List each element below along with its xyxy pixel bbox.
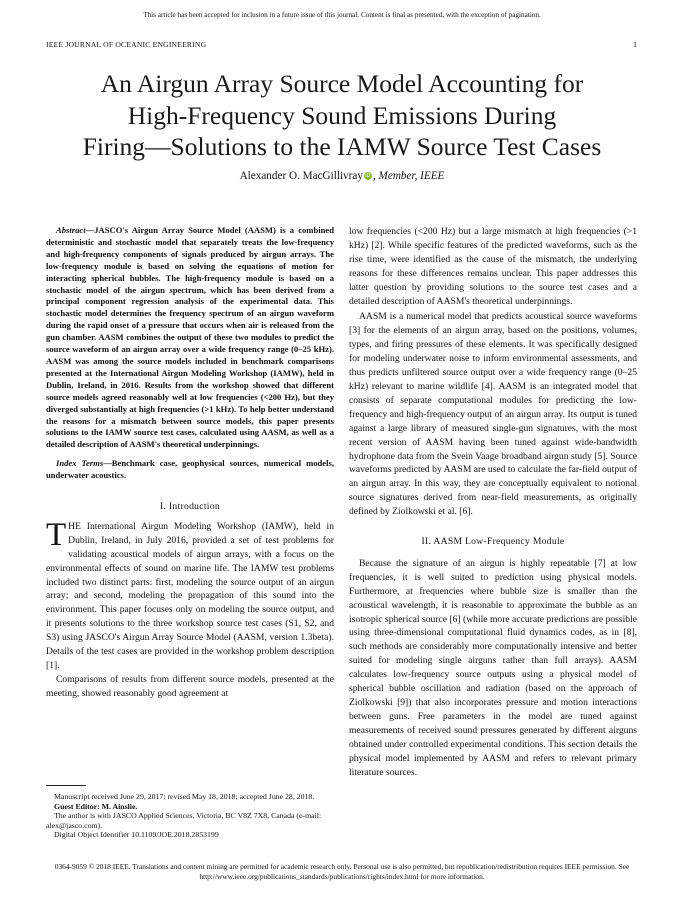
- section-heading: I. Introduction: [160, 501, 220, 513]
- author-line: [0, 170, 684, 182]
- copyright-notice: 0364-9059 © 2018 IEEE. Translations and content mining are permitted for academic research only. Personal use is also permitted, but republication/redistribution requires IEEE permission. See http://www.ieee.org/publications_standards/publications/rights/index.html for more information.: [54, 862, 630, 881]
- footnotes: [46, 792, 334, 840]
- author-name: Alexander O. MacGillivray: [239, 170, 363, 182]
- footnote-line: Manuscript received June 29, 2017; revised May 18, 2018; accepted June 28, 2018.: [54, 792, 315, 801]
- drop-cap: T: [46, 516, 67, 553]
- paper-title: [40, 68, 644, 163]
- index-terms-text: —Benchmark case, geophysical sources, numerical models, underwater acoustics.: [46, 458, 335, 481]
- index-terms-label: Index Terms: [56, 458, 104, 469]
- title-line: Firing—Solutions to the IAMW Source Test Cases: [82, 132, 602, 161]
- abstract: [46, 225, 334, 451]
- title-line: An Airgun Array Source Model Accounting for: [100, 69, 584, 98]
- body-paragraph: low frequencies (<200 Hz) but a large mismatch at high frequencies (>1 kHz) [2]. While specific features of the predicted waveforms, such as the rise time, were identified as the cause of the mismatch, the underlying reasons for these differences remains unclear. This paper addresses this latter question by providing solutions to the source test cases and a detailed description of AASM's theoretical underpinnings.: [349, 226, 637, 307]
- section-heading: II. AASM Low-Frequency Module: [421, 536, 565, 548]
- title-line: High-Frequency Sound Emissions During: [127, 100, 557, 130]
- intro-paragraph-2: Comparisons of results from different source models, presented at the meeting, showed reasonably good agreement at: [46, 673, 334, 699]
- acceptance-notice: This article has been accepted for inclusion in a future issue of this journal. Content is final as presented, with the exception of pagination.: [143, 11, 541, 19]
- intro-paragraph: [46, 516, 334, 673]
- body-paragraph: AASM is a numerical model that predicts acoustical source waveforms [3] for the elements of an airgun array, based on the positions, volumes, types, and firing pressures of these elements. It was specifically designed for modeling underwater noise to inform environmental assessments, and thus predicts unfiltered source output over a wide frequency range (0–25 kHz) relevant to marine wildlife [4]. AASM is an integrated model that consists of separate computational modules for predicting the low-frequency and high-frequency output of an airgun array. Its output is tuned against a large library of measured single-gun signatures, with the most recent version of AASM having been tuned against wide-bandwidth hydrophone data from the Svein Vaage broadband airgun study [5]. Source waveforms predicted by AASM are used to calculate the far-field output of an airgun array. In this way, they are conceptually equivalent to notional source signatures derived from near-field measurements, as originally defined by Ziolkowski et al. [6].: [349, 311, 637, 518]
- footnote-divider: [46, 785, 86, 786]
- author-membership: , Member, IEEE: [372, 170, 445, 182]
- page-number: 1: [633, 40, 637, 49]
- journal-name: IEEE JOURNAL OF OCEANIC ENGINEERING: [46, 40, 207, 49]
- left-column: [46, 225, 334, 701]
- footnote-line: Digital Object Identifier 10.1109/JOE.2018.2853199: [54, 830, 219, 840]
- orcid-icon[interactable]: iD: [365, 173, 371, 179]
- abstract-text: —JASCO's Airgun Array Source Model (AASM) is a combined deterministic and stochastic model that separately treats the low-frequency and high-frequency components of signals produced by airgun arrays. The low-frequency module is based on solving the equations of motion for interacting spherical bubbles. The high-frequency module is based on a stochastic model of the airgun spectrum, which has been derived from a principal component regression analysis of the experimental data. This stochastic model determines the frequency spectrum of an airgun waveform during the rapid onset of a pressure that occurs when air is released from the gun chamber. AASM combines the output of these two modules to predict the source waveform of an airgun array over a wide frequency range (0–25 kHz). AASM was among the source models included in benchmark comparisons presented at the International Airgun Modeling Workshop (IAMW), held in Dublin, Ireland, in 2016. Results from the workshop showed that different source models agreed reasonably well at low frequencies (<200 Hz), but they diverged substantially at high frequencies (>1 kHz). To help better understand the reasons for a mismatch between source models, this paper presents solutions to the IAMW source test cases, calculated using AASM, as well as a detailed description of AASM's theoretical underpinnings.: [46, 225, 334, 450]
- right-column: [349, 225, 637, 779]
- abstract-label: Abstract: [56, 225, 86, 235]
- body-paragraph: Because the signature of an airgun is highly repeatable [7] at low frequencies, it is well suited to prediction using physical models. Furthermore, at frequencies where bubble size is smaller than the acoustical wavelength, it is reasonable to approximate the bubble as an isotropic spherical source [6] (while more accurate predictions are possible using three-dimensional computational fluid dynamics codes, as in [8], such methods are considerably more computationally intensive and better suited for modeling single airguns rather than full arrays). AASM calculates low-frequency source outputs using a physical model of spherical bubble oscillation and radiation (based on the approach of Ziolkowski [9]) that also incorporates pressure and motion interactions between guns. Free parameters in the model are tuned against measurements of received sound pressures generated by different airguns obtained under controlled experimental conditions. This section details the physical model implemented by AASM and refers to relevant primary literature sources.: [349, 557, 637, 778]
- footnote-line: Guest Editor: M. Ainslie.: [54, 801, 138, 811]
- index-terms: [46, 458, 334, 482]
- footnote-line: The author is with JASCO Applied Sciences, Victoria, BC V8Z 7X8, Canada (e-mail: alex@jasco.com).: [46, 811, 322, 830]
- intro-text: HE International Airgun Modeling Workshop (IAMW), held in Dublin, Ireland, in July 2016, provided a set of test problems for validating acoustical models of airgun arrays, with a focus on the environmental effects of sound on marine life. The IAMW test problems included two distinct parts: first, modeling the source output of an airgun array; and second, modeling the propagation of this sound into the environment. This paper focuses only on modeling the source output, and it presents solutions to the three workshop source test cases (S1, S2, and S3) using JASCO's Airgun Array Source Model (AASM, version 1.3beta). Details of the test cases are provided in the workshop problem description [1].: [46, 520, 334, 671]
